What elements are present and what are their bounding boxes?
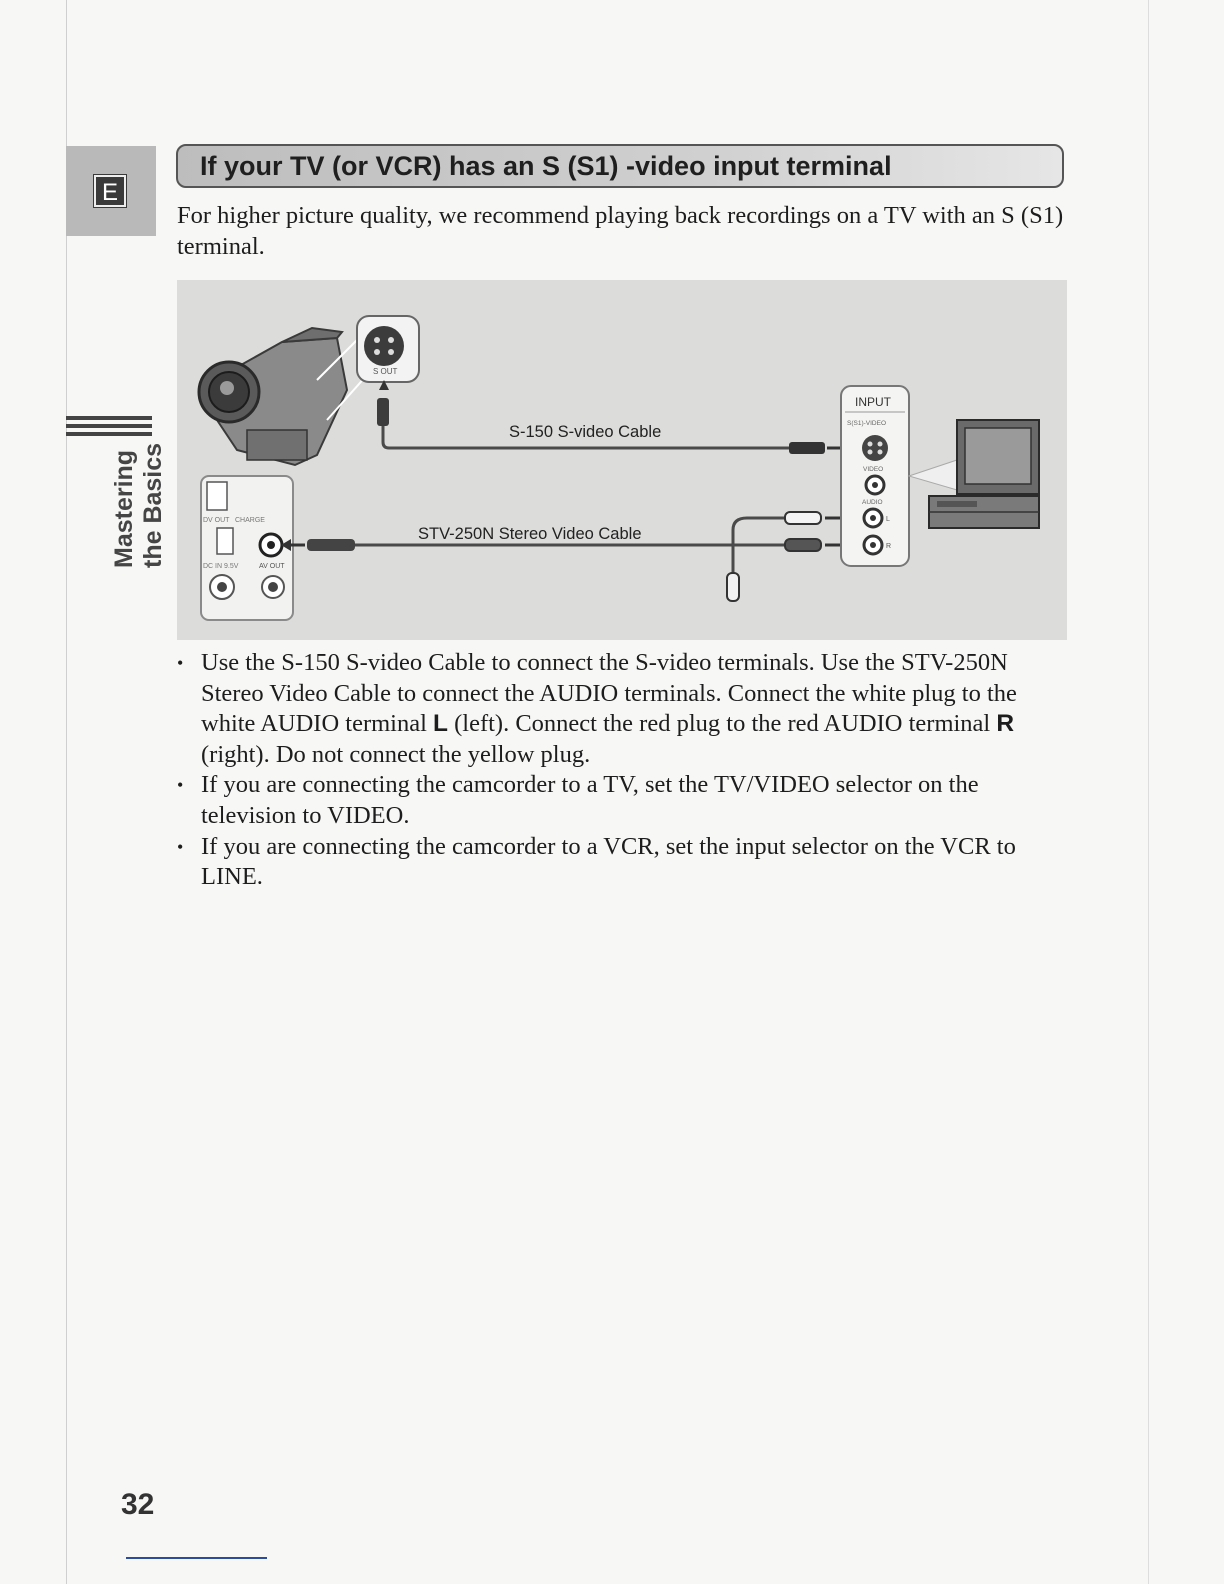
right-margin-line — [1148, 0, 1149, 1584]
input-label: INPUT — [855, 395, 891, 409]
dv-out-port — [207, 482, 227, 510]
dv-out-label: DV OUT — [203, 517, 230, 524]
red-plug — [785, 539, 821, 551]
connection-diagram — [177, 280, 1067, 640]
audio-l-label: L — [886, 516, 890, 523]
dc-in-port — [217, 528, 233, 554]
side-label-line2: the Basics — [139, 442, 167, 568]
side-label-line1: Mastering — [110, 449, 138, 568]
bullet-1-part3: (right). Do not connect the yellow plug. — [201, 740, 591, 768]
tv-illustration — [909, 420, 1039, 528]
page-number: 32 — [121, 1488, 155, 1521]
white-plug — [785, 512, 821, 524]
terminal-l-label: L — [433, 710, 448, 738]
tv-input-panel — [841, 386, 909, 566]
audio-r-label: R — [886, 543, 892, 550]
list-item: • If you are connecting the camcorder to a VCR, set the input selector on the VCR to LINE. — [175, 832, 1075, 893]
dc-in-label: DC IN 9.5V — [203, 563, 239, 570]
instruction-list — [175, 648, 1075, 893]
connection-diagram-svg — [177, 280, 1067, 640]
s-video-input-label: S(S1)-VIDEO — [847, 420, 887, 427]
s-out-label: S OUT — [373, 367, 398, 376]
terminal-r-label: R — [996, 710, 1015, 738]
footer-rule — [126, 1557, 267, 1559]
audio-input-label: AUDIO — [862, 499, 883, 506]
charge-label: CHARGE — [235, 517, 265, 524]
camcorder-terminal-panel — [201, 476, 293, 620]
section-heading: If your TV (or VCR) has an S (S1) -video input terminal — [176, 144, 1064, 188]
camcorder-illustration — [199, 328, 347, 465]
left-margin-line — [66, 0, 67, 1584]
video-input-label: VIDEO — [863, 466, 884, 473]
s-out-port — [364, 326, 404, 366]
language-badge: E — [94, 175, 126, 207]
section-side-label — [110, 443, 168, 568]
section-marker-bars — [66, 416, 152, 440]
s-video-cable — [377, 398, 851, 454]
bullet-1-part2: (left). Connect the red plug to the red AUDIO terminal — [448, 710, 997, 738]
intro-paragraph: For higher picture quality, we recommend playing back recordings on a TV with an S (S1) terminal. — [177, 202, 1064, 260]
av-out-label: AV OUT — [259, 563, 285, 570]
s-video-input-port — [862, 435, 888, 461]
s-video-cable-label: S-150 S-video Cable — [509, 423, 662, 441]
bullet-1-part1: Use the S-150 S-video Cable to connect the S-video terminals. Use the STV-250N Stereo Video Cable to connect the AUDIO terminals. Connect the white plug to the white AUDIO terminal — [201, 649, 1017, 738]
stereo-video-cable — [281, 512, 851, 601]
list-item — [175, 648, 1075, 770]
tv-screen — [965, 428, 1031, 484]
list-item: • If you are connecting the camcorder to a TV, set the TV/VIDEO selector on the television to VIDEO. — [175, 770, 1075, 831]
stereo-cable-label: STV-250N Stereo Video Cable — [418, 525, 642, 543]
yellow-plug — [727, 573, 739, 601]
